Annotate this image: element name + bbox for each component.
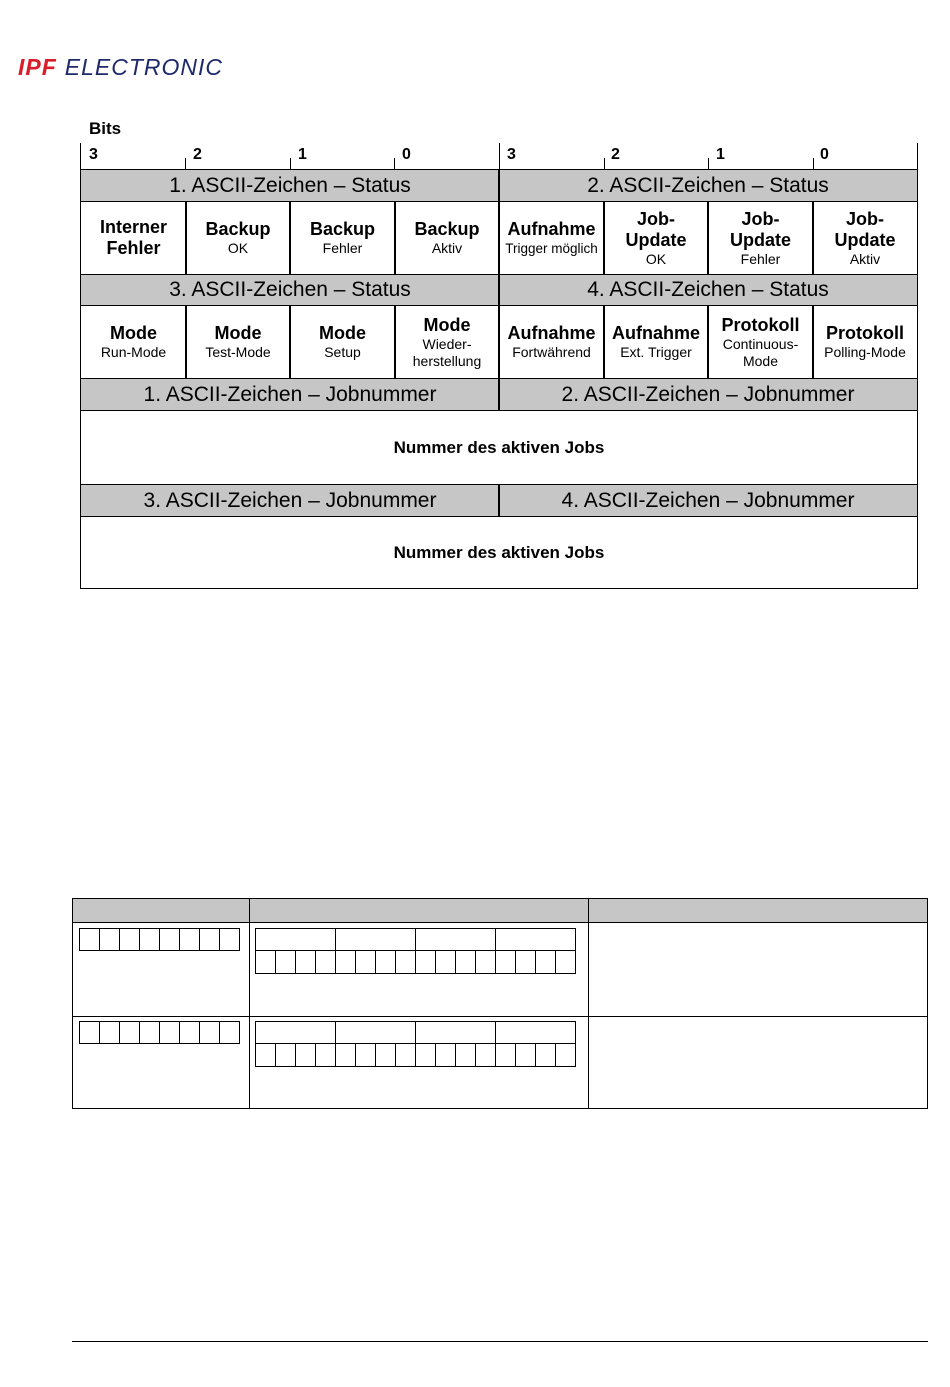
divider [707, 306, 709, 378]
header-status-4: 4. ASCII-Zeichen – Status [499, 274, 917, 306]
bit-cell-sub: Trigger möglich [505, 241, 598, 256]
tick [499, 143, 500, 170]
bit-cell-sub: Polling-Mode [824, 344, 906, 360]
bit-cell-sub: Aktiv [849, 250, 881, 267]
active-job-number: Nummer des aktiven Jobs [393, 437, 605, 457]
bit-cell-sub: Continuous-Mode [722, 335, 799, 369]
row-divider [73, 1016, 927, 1017]
bit-number: 1 [716, 146, 725, 163]
bit-cell [186, 202, 290, 274]
header-status-1: 1. ASCII-Zeichen – Status [81, 170, 499, 202]
bit-cell [290, 202, 395, 274]
bit-cell-sub: OK [645, 250, 667, 267]
bit-number: 1 [298, 146, 307, 163]
bit-cell [81, 202, 186, 274]
bit-cell-sub: Wieder-herstellung [412, 335, 482, 369]
bit-cell-sub: Fortwährend [512, 344, 591, 360]
divider [603, 306, 605, 378]
bit-number: 3 [507, 146, 516, 163]
header-jobnummer-3: 3. ASCII-Zeichen – Jobnummer [81, 484, 499, 517]
header-jobnummer-1: 1. ASCII-Zeichen – Jobnummer [81, 378, 499, 411]
logo-brand: IPF [18, 53, 57, 80]
bit-cell-title: Backup [205, 219, 271, 239]
bit-diagram [80, 169, 918, 589]
bit-cell [395, 306, 499, 378]
bit-cell-title: Protokoll [825, 323, 904, 343]
bit-cell-title: Mode [423, 314, 471, 335]
bit-cell [499, 306, 604, 378]
bit-cell-sub: Fehler [740, 250, 781, 267]
bit-cell-title: Interner Fehler [99, 217, 168, 258]
logo-text: ELECTRONIC [64, 53, 224, 80]
bit-cell-title: Job-Update [834, 208, 896, 250]
header-status-3: 3. ASCII-Zeichen – Status [81, 274, 499, 306]
divider [185, 202, 187, 274]
bit-cell-sub: Aktiv [431, 240, 463, 256]
bit-cell-sub: Setup [324, 344, 361, 360]
divider [394, 202, 396, 274]
divider [289, 306, 291, 378]
bit-boxes [256, 950, 576, 974]
bit-cell-sub: Run-Mode [100, 344, 167, 360]
active-job-number: Nummer des aktiven Jobs [393, 542, 605, 562]
bit-cell-title: Aufnahme [507, 323, 596, 343]
nibble-boxes [256, 1021, 576, 1044]
bit-cell [813, 306, 917, 378]
bit-cell [395, 202, 499, 274]
divider [289, 202, 291, 274]
bit-cell [708, 306, 813, 378]
footer-rule [72, 1341, 928, 1342]
bit-cell [708, 202, 813, 274]
nibble-boxes [256, 928, 576, 951]
divider [394, 306, 396, 378]
bit-number: 0 [820, 146, 829, 163]
bit-cell-sub: Test-Mode [205, 344, 271, 360]
bit-cell [604, 202, 708, 274]
bit-cell-title: Backup [309, 219, 376, 239]
bit-cell-title: Mode [319, 323, 366, 343]
divider [707, 202, 709, 274]
bit-cell-title: Mode [110, 323, 157, 343]
divider [498, 484, 500, 517]
column-divider [588, 899, 589, 1108]
byte-boxes [80, 928, 240, 951]
header-status-2: 2. ASCII-Zeichen – Status [499, 170, 917, 202]
bit-number: 3 [89, 146, 98, 163]
bit-cell [186, 306, 290, 378]
bit-cell [604, 306, 708, 378]
bit-cell-title: Mode [214, 323, 262, 343]
divider [812, 202, 814, 274]
byte-boxes [80, 1021, 240, 1044]
bit-boxes [256, 1043, 576, 1067]
tick [80, 143, 81, 170]
column-divider [249, 899, 250, 1108]
bit-cell-title: Aufnahme [507, 219, 596, 239]
divider [185, 306, 187, 378]
bit-cell [813, 202, 917, 274]
bit-cell [81, 306, 186, 378]
bits-label: Bits [89, 119, 122, 138]
bit-number: 2 [611, 146, 620, 163]
bit-cell-title: Job-Update [625, 208, 687, 250]
bit-cell-title: Backup [414, 219, 480, 239]
bit-number: 0 [402, 146, 411, 163]
bit-cell-sub: Ext. Trigger [620, 344, 692, 360]
tick [917, 143, 918, 170]
bit-cell [290, 306, 395, 378]
bit-cell [499, 202, 604, 274]
divider [498, 170, 500, 411]
bit-number: 2 [193, 146, 202, 163]
bit-cell-sub: OK [227, 240, 249, 256]
bit-cell-title: Job-Update [729, 208, 791, 250]
divider [812, 306, 814, 378]
company-logo [18, 54, 223, 80]
header-jobnummer-4: 4. ASCII-Zeichen – Jobnummer [499, 484, 917, 517]
bit-layout-table [72, 898, 928, 1109]
table-header [73, 899, 927, 923]
header-jobnummer-2: 2. ASCII-Zeichen – Jobnummer [499, 378, 917, 411]
bit-cell-sub: Fehler [322, 240, 363, 256]
bit-cell-title: Protokoll [721, 314, 800, 335]
divider [603, 202, 605, 274]
bit-cell-title: Aufnahme [611, 323, 700, 343]
